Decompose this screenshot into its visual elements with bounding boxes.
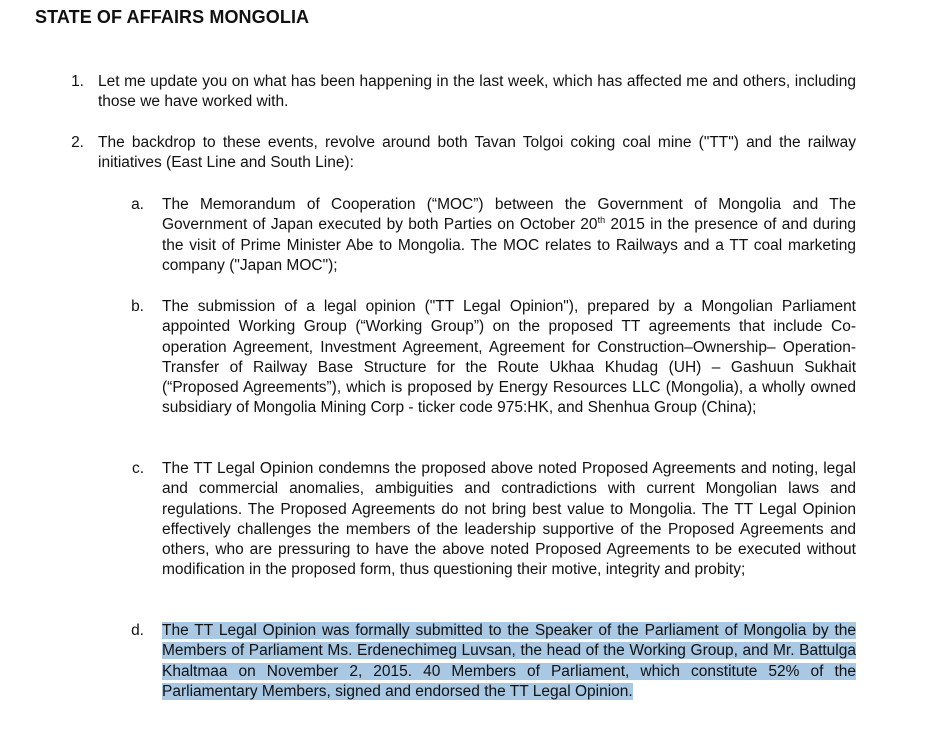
subitem-paragraph-a (162, 195, 856, 276)
ordinal-superscript: th (597, 215, 606, 226)
subitem-paragraph-c: The TT Legal Opinion condemns the proposed above noted Proposed Agreements and noting, legal and commercial anomalies, ambiguities and contradictions with current Mongolian laws and regulations. The Proposed Agreements do not bring best value to Mongolia. The TT Legal Opinion effectively challenges the members of the leadership supportive of the Proposed Agreements and others, who are pressuring to have the above noted Proposed Agreements to be executed without modification in the proposed form, thus questioning their motive, integrity and probity; (162, 460, 856, 579)
subitem-letter: b. (131, 298, 144, 315)
subitem-paragraph-b: The submission of a legal opinion ("TT Legal Opinion"), prepared by a Mongolian Parliament appointed Working Group (“Working Group”) on the proposed TT agreements that include Co-operation Agreement, Investment Agreement, Agreement for Construction–Ownership– Operation-Transfer of Railway Base Structure for the Route Ukhaa Khudag (UH) – Gashuun Sukhait (“Proposed Agreements”), which is proposed by Energy Resources LLC (Mongolia), a wholly owned subsidiary of Mongolia Mining Corp - ticker code 975:HK, and Shenhua Group (China); (162, 298, 856, 417)
subitem-letter: c. (131, 460, 144, 477)
item-paragraph-1: Let me update you on what has been happening in the last week, which has affected me and others, including those we have worked with. (98, 73, 856, 111)
subitem-letter: d. (131, 622, 144, 639)
subitem-letter: a. (131, 196, 144, 213)
item-number: 2. (71, 134, 84, 151)
subitem-paragraph-d[interactable] (162, 621, 856, 702)
item-number: 1. (71, 73, 84, 90)
subitem-a-text-2: 2015 in the presence of and during the visit of Prime Minister Abe to Mongolia. The MOC relates to Railways and a TT coal marketing company ("Japan MOC"); (162, 216, 856, 274)
selected-text-highlight[interactable]: The TT Legal Opinion was formally submitted to the Speaker of the Parliament of Mongolia by the Members of Parliament Ms. Erdenechimeg Luvsan, the head of the Working Group, and Mr. Battulga Khaltmaa on November 2, 2015. 40 Members of Parliament, which constitute 52% of the Parliamentary Members, signed and endorsed the TT Legal Opinion. (162, 622, 856, 700)
document-title: STATE OF AFFAIRS MONGOLIA (35, 7, 310, 27)
subitem-a-text-1: The Memorandum of Cooperation (“MOC”) between the Government of Mongolia and The Government of Japan executed by both Parties on October 20 (162, 196, 856, 234)
item-paragraph-2: The backdrop to these events, revolve around both Tavan Tolgoi coking coal mine ("TT") and the railway initiatives (East Line and South Line): (98, 134, 856, 172)
